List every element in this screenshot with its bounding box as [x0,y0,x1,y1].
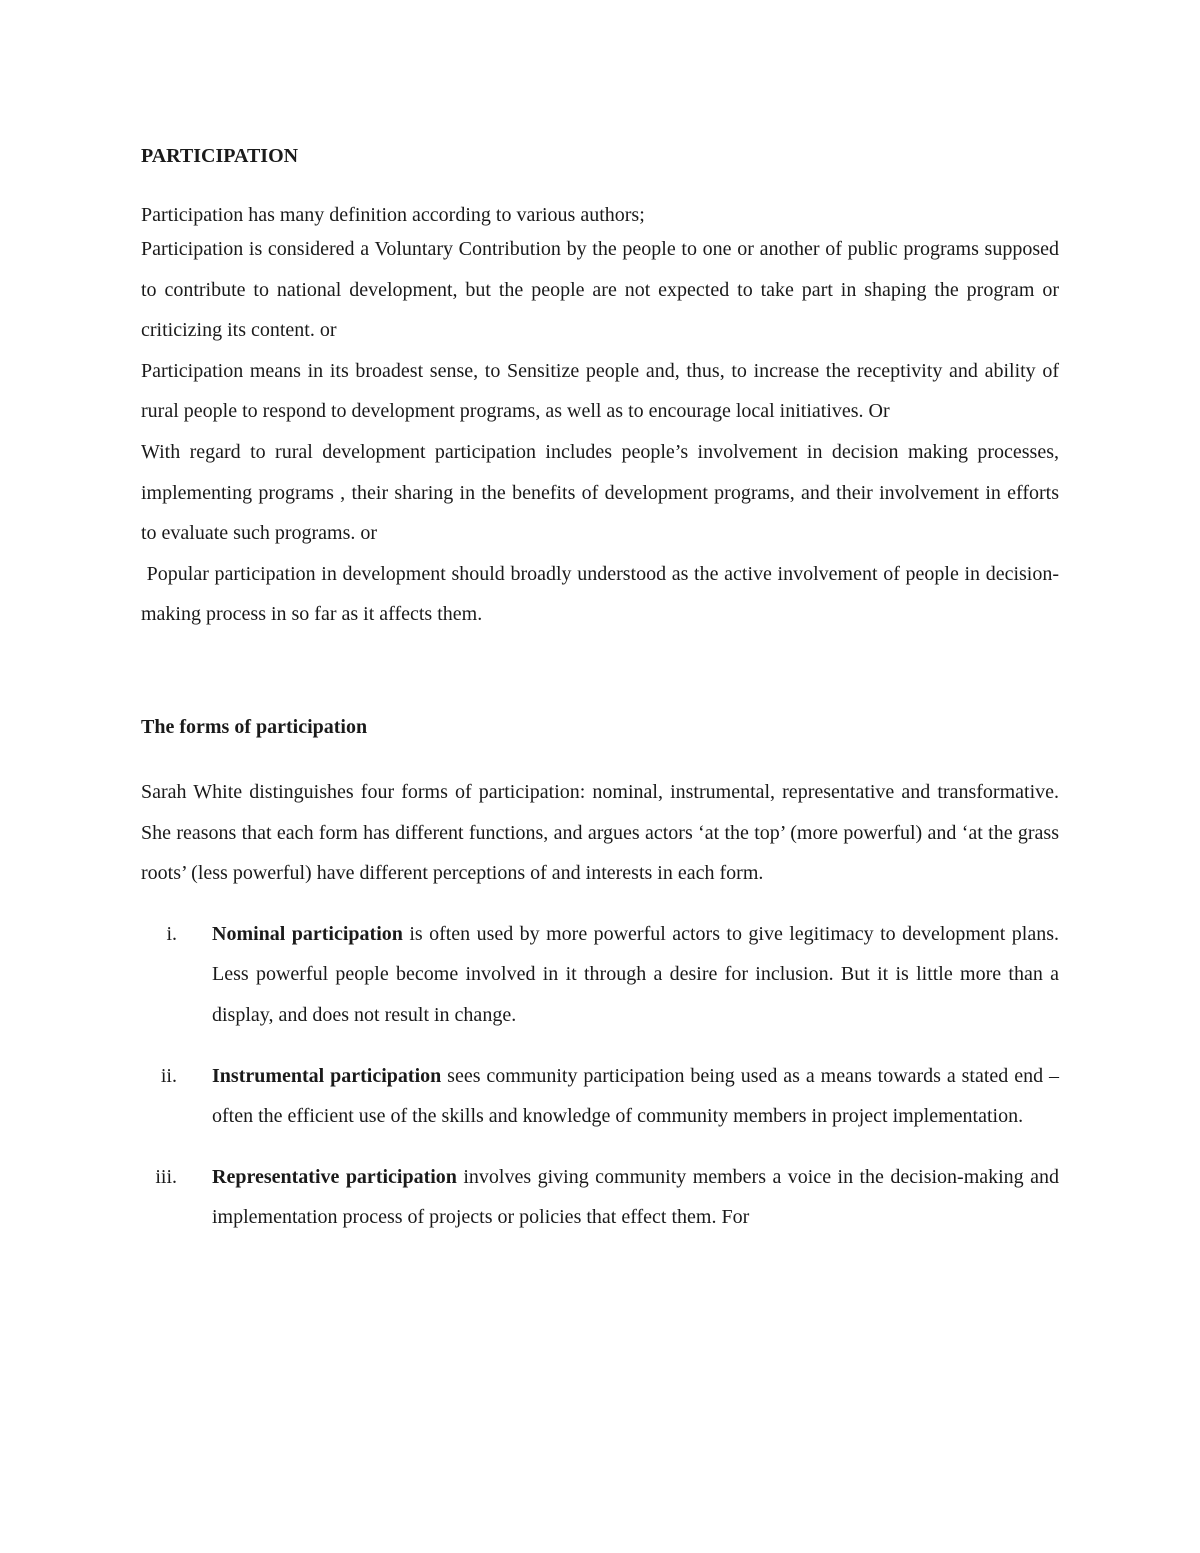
definition-paragraph-4: Popular participation in development should broadly understood as the active involvement of people in decision-making process in so far as it affects them. [141,562,1060,626]
list-item [141,914,1059,1036]
form-term: Representative participation [212,1165,457,1188]
forms-list [141,914,1059,1238]
form-description: is often used by more powerful actors to give legitimacy to development plans. Less powerful people become involved in it through a desire for inclusion. But it is little more than a display, and does not result in change. [212,922,1060,1026]
list-number: i. [166,922,177,945]
list-number: ii. [160,1064,177,1087]
list-item [141,1157,1059,1238]
forms-intro-paragraph: Sarah White distinguishes four forms of participation: nominal, instrumental, representative and transformative. She reasons that each form has different functions, and argues actors ‘at the top’ (more powerful) and ‘at the grass roots’ (less powerful) have different perceptions of and interests in each form. [141,780,1059,885]
page-title: PARTICIPATION [141,145,299,167]
form-description: involves giving community members a voice in the decision-making and implementation process of projects or policies that effect them. For [212,1165,1059,1229]
definition-paragraph-2: Participation means in its broadest sense, to Sensitize people and, thus, to increase the receptivity and ability of rural people to respond to development programs, as well as to encourage local initiatives. Or [141,359,1059,423]
section-heading: The forms of participation [141,715,368,738]
intro-paragraph: Participation has many definition according to various authors; [141,204,645,226]
form-description: sees community participation being used as a means towards a stated end – often the efficient use of the skills and knowledge of community members in project implementation. [212,1064,1059,1128]
definition-paragraph-1: Participation is considered a Voluntary Contribution by the people to one or another of public programs supposed to contribute to national development, but the people are not expected to take part in shaping the program or criticizing its content. or [141,238,1059,342]
list-number: iii. [155,1165,177,1188]
list-item [141,1056,1059,1137]
document-body [141,142,1059,1258]
definition-paragraph-3: With regard to rural development participation includes people’s involvement in decision making processes, implementing programs , their sharing in the benefits of development programs, and their involvement in efforts to evaluate such programs. or [141,440,1059,545]
form-term: Instrumental participation [212,1064,442,1087]
form-term: Nominal participation [212,922,403,945]
